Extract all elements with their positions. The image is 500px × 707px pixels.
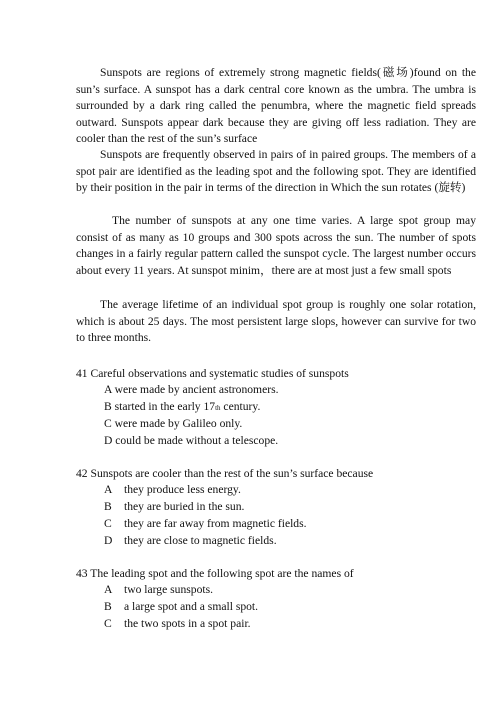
option-b-text-start: B started in the early 17 [104, 400, 216, 413]
question-43-option-a: A two large sunspots. [104, 583, 213, 596]
question-42-option-b: B they are buried in the sun. [104, 500, 245, 513]
passage-paragraph-4: The average lifetime of an individual spot group is roughly one solar rotation, which is about 25 days. The most persistent large slops, however can survive for two to three months. [76, 298, 476, 345]
question-43-option-c: C the two spots in a spot pair. [104, 617, 251, 630]
option-b-text-end: century. [220, 400, 261, 413]
question-41-option-a: A were made by ancient astronomers. [104, 383, 279, 396]
passage-paragraph-2: Sunspots are frequently observed in pairs of in paired groups. The members of a spot pair are identified as the leading spot and the following spot. They are identified by their position in the pair in terms of the direction in Which the sun rotates (旋转) [76, 148, 476, 195]
question-41-stem: 41 Careful observations and systematic studies of sunspots [76, 367, 349, 380]
question-42-option-a: A they produce less energy. [104, 483, 241, 496]
question-41-option-b [104, 399, 260, 417]
question-43-stem: 43 The leading spot and the following spot are the names of [76, 567, 354, 580]
question-42-stem: 42 Sunspots are cooler than the rest of the sun’s surface because [76, 467, 374, 480]
question-42-option-d: D they are close to magnetic fields. [104, 534, 277, 547]
passage-paragraph-1: Sunspots are regions of extremely strong magnetic fields(磁场)found on the sun’s surface. A sunspot has a dark central core known as the umbra. The umbra is surrounded by a dark ring called the penumbra, where the magnetic field spreads outward. Sunspots appear dark because they are giving off less radiation. They are cooler than the rest of the sun’s surface [76, 66, 476, 146]
question-43-option-b: B a large spot and a small spot. [104, 600, 259, 613]
question-42-option-c: C they are far away from magnetic fields. [104, 517, 307, 530]
ordinal-suffix: th [215, 404, 221, 412]
question-41-option-d: D could be made without a telescope. [104, 434, 279, 447]
passage-paragraph-3: The number of sunspots at any one time varies. A large spot group may consist of as many as 10 groups and 300 spots across the sun. The number of spots changes in a fairly regular pattern called the sunspot cycle. The largest number occurs about every 11 years. At sunspot minim，there are at most just a few small spots [76, 214, 476, 277]
question-41-option-c: C were made by Galileo only. [104, 417, 243, 430]
